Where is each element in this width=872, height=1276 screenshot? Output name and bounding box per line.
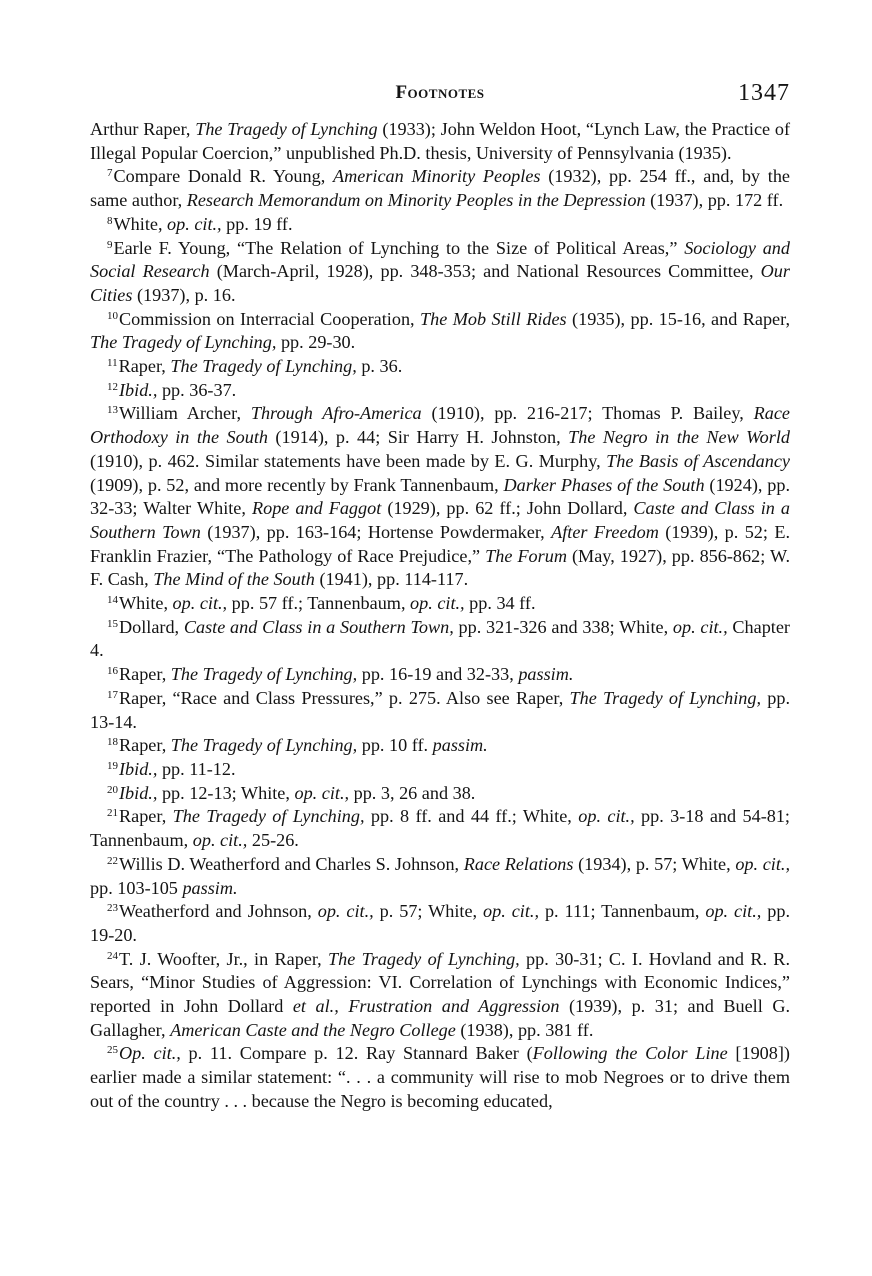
footnote xyxy=(90,592,790,616)
footnote xyxy=(90,355,790,379)
footnote-text: Ibid., pp. 12-13; White, op. cit., pp. 3, 26 and 38. xyxy=(119,782,476,803)
footnote-number: 20 xyxy=(107,783,118,796)
footnote xyxy=(90,165,790,212)
footnote-text: Raper, The Tragedy of Lynching, p. 36. xyxy=(118,356,403,377)
footnote xyxy=(90,118,790,165)
footnote xyxy=(90,213,790,237)
footnote xyxy=(90,379,790,403)
page-header xyxy=(90,80,790,114)
page-number: 1347 xyxy=(738,80,790,106)
footnote xyxy=(90,1042,790,1113)
footnote-text: Willis D. Weatherford and Charles S. Johnson, Race Relations (1934), p. 57; White, op. cit., pp. 103-105 passim. xyxy=(90,853,790,898)
footnote-number: 7 xyxy=(107,167,113,180)
footnote xyxy=(90,616,790,663)
footnote-text: Raper, The Tragedy of Lynching, pp. 10 ff. passim. xyxy=(119,735,488,756)
footnote-number: 24 xyxy=(107,949,118,962)
footnote-text: Op. cit., p. 11. Compare p. 12. Ray Stannard Baker (Following the Color Line [1908]) earlier made a similar statement: “. . . a community will rise to mob Negroes or to drive them out of the country . . . because the Negro is becoming educated, xyxy=(90,1043,790,1111)
footnote-number: 19 xyxy=(107,759,118,772)
footnote xyxy=(90,308,790,355)
footnote-number: 14 xyxy=(107,594,118,607)
footnote-number: 17 xyxy=(107,688,118,701)
footnote-text: Ibid., pp. 11-12. xyxy=(119,758,236,779)
footnote xyxy=(90,805,790,852)
footnote xyxy=(90,758,790,782)
footnote-text: White, op. cit., pp. 19 ff. xyxy=(113,213,293,234)
footnote xyxy=(90,948,790,1043)
footnote xyxy=(90,734,790,758)
footnote xyxy=(90,782,790,806)
running-title: Footnotes xyxy=(395,82,485,103)
footnote-number: 9 xyxy=(107,238,113,251)
footnote-text: Raper, The Tragedy of Lynching, pp. 8 ff. and 44 ff.; White, op. cit., pp. 3-18 and 54-81; Tannenbaum, op. cit., 25-26. xyxy=(90,806,790,851)
footnote-number: 18 xyxy=(107,736,118,749)
footnote xyxy=(90,900,790,947)
footnote-text: Ibid., pp. 36-37. xyxy=(119,379,237,400)
footnote-text: Commission on Interracial Cooperation, The Mob Still Rides (1935), pp. 15-16, and Raper, The Tragedy of Lynching, pp. 29-30. xyxy=(90,308,790,353)
footnote-text: Earle F. Young, “The Relation of Lynching to the Size of Political Areas,” Sociology and Social Research (March-April, 1928), pp. 348-353; and National Resources Committee, Our Cities (1937), p. 16. xyxy=(90,237,790,305)
footnote-text: Raper, “Race and Class Pressures,” p. 275. Also see Raper, The Tragedy of Lynching, pp. 13-14. xyxy=(90,687,790,732)
footnote-text: White, op. cit., pp. 57 ff.; Tannenbaum, op. cit., pp. 34 ff. xyxy=(119,593,536,614)
footnote xyxy=(90,853,790,900)
footnote-number: 15 xyxy=(107,617,118,630)
footnote-number: 23 xyxy=(107,902,118,915)
footnote xyxy=(90,237,790,308)
footnotes-block xyxy=(90,118,790,1114)
footnote-text: Dollard, Caste and Class in a Southern Town, pp. 321-326 and 338; White, op. cit., Chapter 4. xyxy=(90,616,790,661)
footnote-text: William Archer, Through Afro-America (1910), pp. 216-217; Thomas P. Bailey, Race Orthodoxy in the South (1914), p. 44; Sir Harry H. Johnston, The Negro in the New World (1910), p. 462. Similar statements have been made by E. G. Murphy, The Basis of Ascendancy (1909), p. 52, and more recently by Frank Tannenbaum, Darker Phases of the South (1924), pp. 32-33; Walter White, Rope and Faggot (1929), pp. 62 ff.; John Dollard, Caste and Class in a Southern Town (1937), pp. 163-164; Hortense Powdermaker, After Freedom (1939), p. 52; E. Franklin Frazier, “The Pathology of Race Prejudice,” The Forum (May, 1927), pp. 856-862; W. F. Cash, The Mind of the South (1941), pp. 114-117. xyxy=(90,403,790,590)
footnote-number: 16 xyxy=(107,665,118,678)
footnote-number: 11 xyxy=(107,357,118,370)
footnote-number: 13 xyxy=(107,404,118,417)
footnote-text: Arthur Raper, The Tragedy of Lynching (1933); John Weldon Hoot, “Lynch Law, the Practice of Illegal Popular Coercion,” unpublished Ph.D. thesis, University of Pennsylvania (1935). xyxy=(90,119,791,163)
footnote-number: 22 xyxy=(107,854,118,867)
footnote-text: T. J. Woofter, Jr., in Raper, The Tragedy of Lynching, pp. 30-31; C. I. Hovland and R. R. Sears, “Minor Studies of Aggression: VI. Correlation of Lynchings with Economic Indices,” reported in John Dollard et al., Frustration and Aggression (1939), p. 31; and Buell G. Gallagher, American Caste and the Negro College (1938), pp. 381 ff. xyxy=(90,948,790,1040)
footnote-number: 8 xyxy=(107,214,113,227)
footnote-text: Raper, The Tragedy of Lynching, pp. 16-19 and 32-33, passim. xyxy=(119,664,574,685)
footnote xyxy=(90,687,790,734)
footnote-text: Weatherford and Johnson, op. cit., p. 57; White, op. cit., p. 111; Tannenbaum, op. cit., pp. 19-20. xyxy=(90,901,790,945)
footnote-text: Compare Donald R. Young, American Minority Peoples (1932), pp. 254 ff., and, by the same author, Research Memorandum on Minority Peoples in the Depression (1937), pp. 172 ff. xyxy=(90,166,790,211)
footnote xyxy=(90,663,790,687)
footnote-number: 21 xyxy=(107,807,118,820)
footnote-number: 25 xyxy=(107,1044,118,1057)
footnote xyxy=(90,402,790,592)
footnote-number: 10 xyxy=(107,309,118,322)
footnote-number: 12 xyxy=(107,380,118,393)
